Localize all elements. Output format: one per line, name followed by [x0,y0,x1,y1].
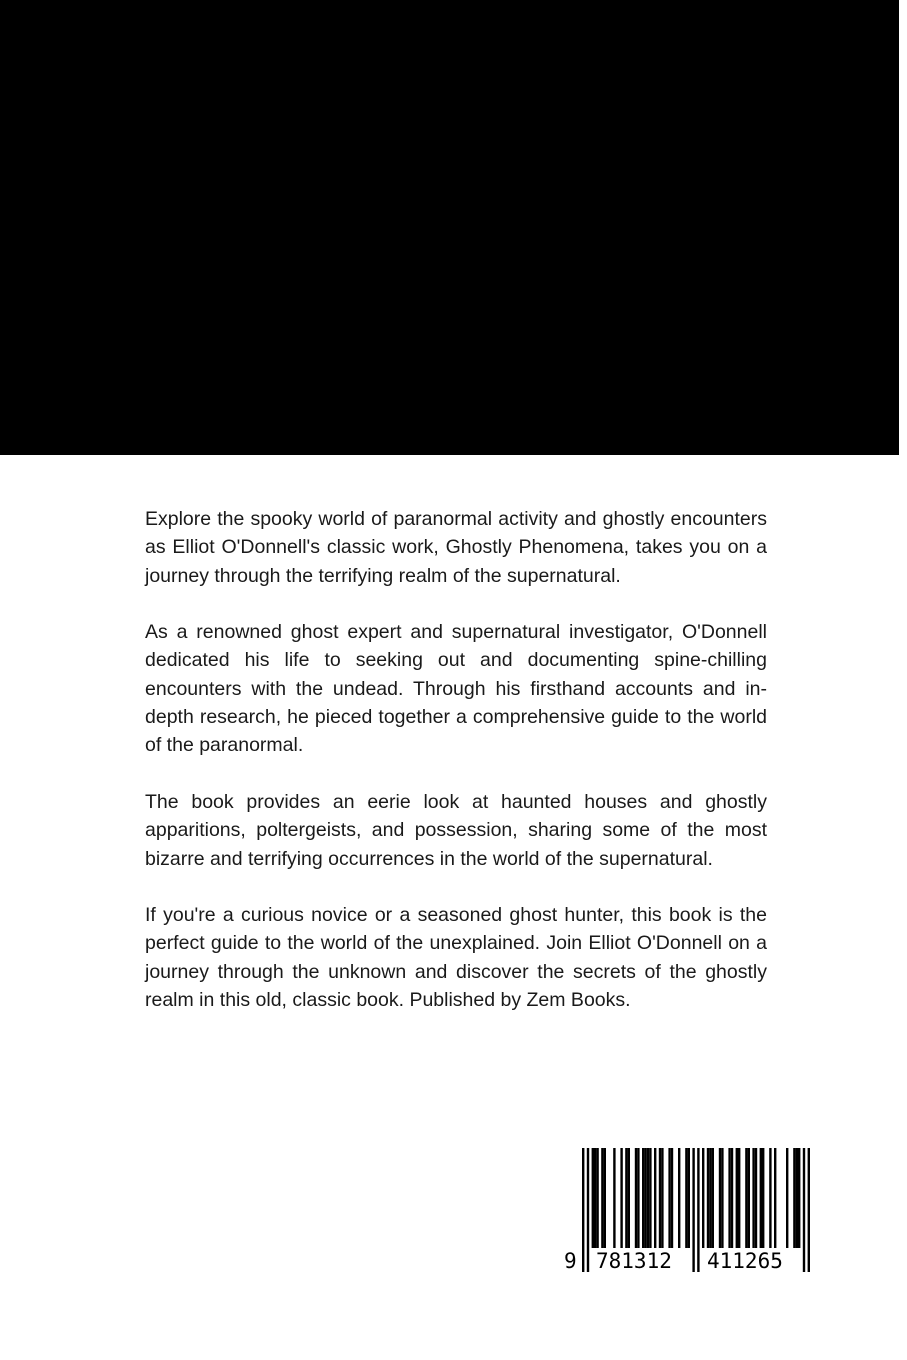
barcode-bar [635,1148,637,1248]
barcode-bar [793,1148,795,1248]
blurb-paragraph-4: If you're a curious novice or a seasoned ghost hunter, this book is the perfect guide to the world of the unexplained. Join Elliot O'Donnell on a journey through the unknown and discover the secrets of the ghostly realm in this old, classic book. Published by Zem Books. [145,904,767,1012]
barcode-bar [760,1148,762,1248]
barcode-bar [604,1148,606,1248]
barcode-bar [654,1148,656,1248]
barcode-bar [587,1148,589,1272]
barcode-bar [709,1148,711,1248]
barcode-bar [738,1148,740,1248]
barcode-bar [798,1148,800,1248]
barcode-bar [719,1148,721,1248]
blurb-paragraph-3: The book provides an eerie look at haunted houses and ghostly apparitions, poltergeists, and possession, sharing some of the most bizarre and terrifying occurrences in the world of the supernatural. [145,790,767,870]
barcode-bar [736,1148,738,1248]
barcode-bar [671,1148,673,1248]
barcode-right-digits: 411265 [707,1249,783,1273]
barcode-bar [692,1148,694,1272]
barcode-bar [803,1148,805,1272]
barcode-bar [721,1148,723,1248]
barcode-bar [661,1148,663,1248]
back-cover-blurb [145,505,767,1043]
barcode-bar [642,1148,644,1248]
barcode-bar [712,1148,714,1248]
barcode-bar [596,1148,598,1248]
barcode-bar [786,1148,788,1248]
barcode-bar [594,1148,596,1248]
barcode-bar [774,1148,776,1248]
barcode-bar [668,1148,670,1248]
barcode-bar [647,1148,649,1248]
cover-top-band [0,0,899,455]
barcode-bar [592,1148,594,1248]
barcode-bar [628,1148,630,1248]
barcode-left-digits: 781312 [596,1249,672,1273]
isbn-barcode [560,1146,824,1274]
barcode-bar [702,1148,704,1248]
barcode-bar [637,1148,639,1248]
barcode-bar [688,1148,690,1248]
barcode-bar [745,1148,747,1248]
barcode-bar [796,1148,798,1248]
blurb-paragraph-2: As a renowned ghost expert and supernatural investigator, O'Donnell dedicated his life to seeking out and documenting spine-chilling encounters with the undead. Through his firsthand accounts and in-depth research, he pieced together a comprehensive guide to the world of the paranormal. [145,621,767,757]
barcode-bar [613,1148,615,1248]
barcode-bar [762,1148,764,1248]
barcode-bar [601,1148,603,1248]
barcode-bar [731,1148,733,1248]
barcode-bar [620,1148,622,1248]
barcode-bar [808,1148,810,1272]
blurb-paragraph-1: Explore the spooky world of paranormal activity and ghostly encounters as Elliot O'Donnell's classic work, Ghostly Phenomena, takes you on a journey through the terrifying realm of the supernatural. [145,508,767,587]
barcode-bar [728,1148,730,1248]
barcode-bar [755,1148,757,1248]
barcode-bar [707,1148,709,1248]
barcode-bar [752,1148,754,1248]
barcode-bar [678,1148,680,1248]
barcode-first-digit: 9 [564,1249,577,1273]
barcode-graphic [560,1146,824,1274]
barcode-bar [582,1148,584,1272]
barcode-bar [644,1148,646,1248]
barcode-bar [649,1148,651,1248]
barcode-bar [769,1148,771,1248]
barcode-bar [625,1148,627,1248]
barcode-bar [748,1148,750,1248]
barcode-bar [659,1148,661,1248]
barcode-bar [697,1148,699,1272]
barcode-bar [685,1148,687,1248]
